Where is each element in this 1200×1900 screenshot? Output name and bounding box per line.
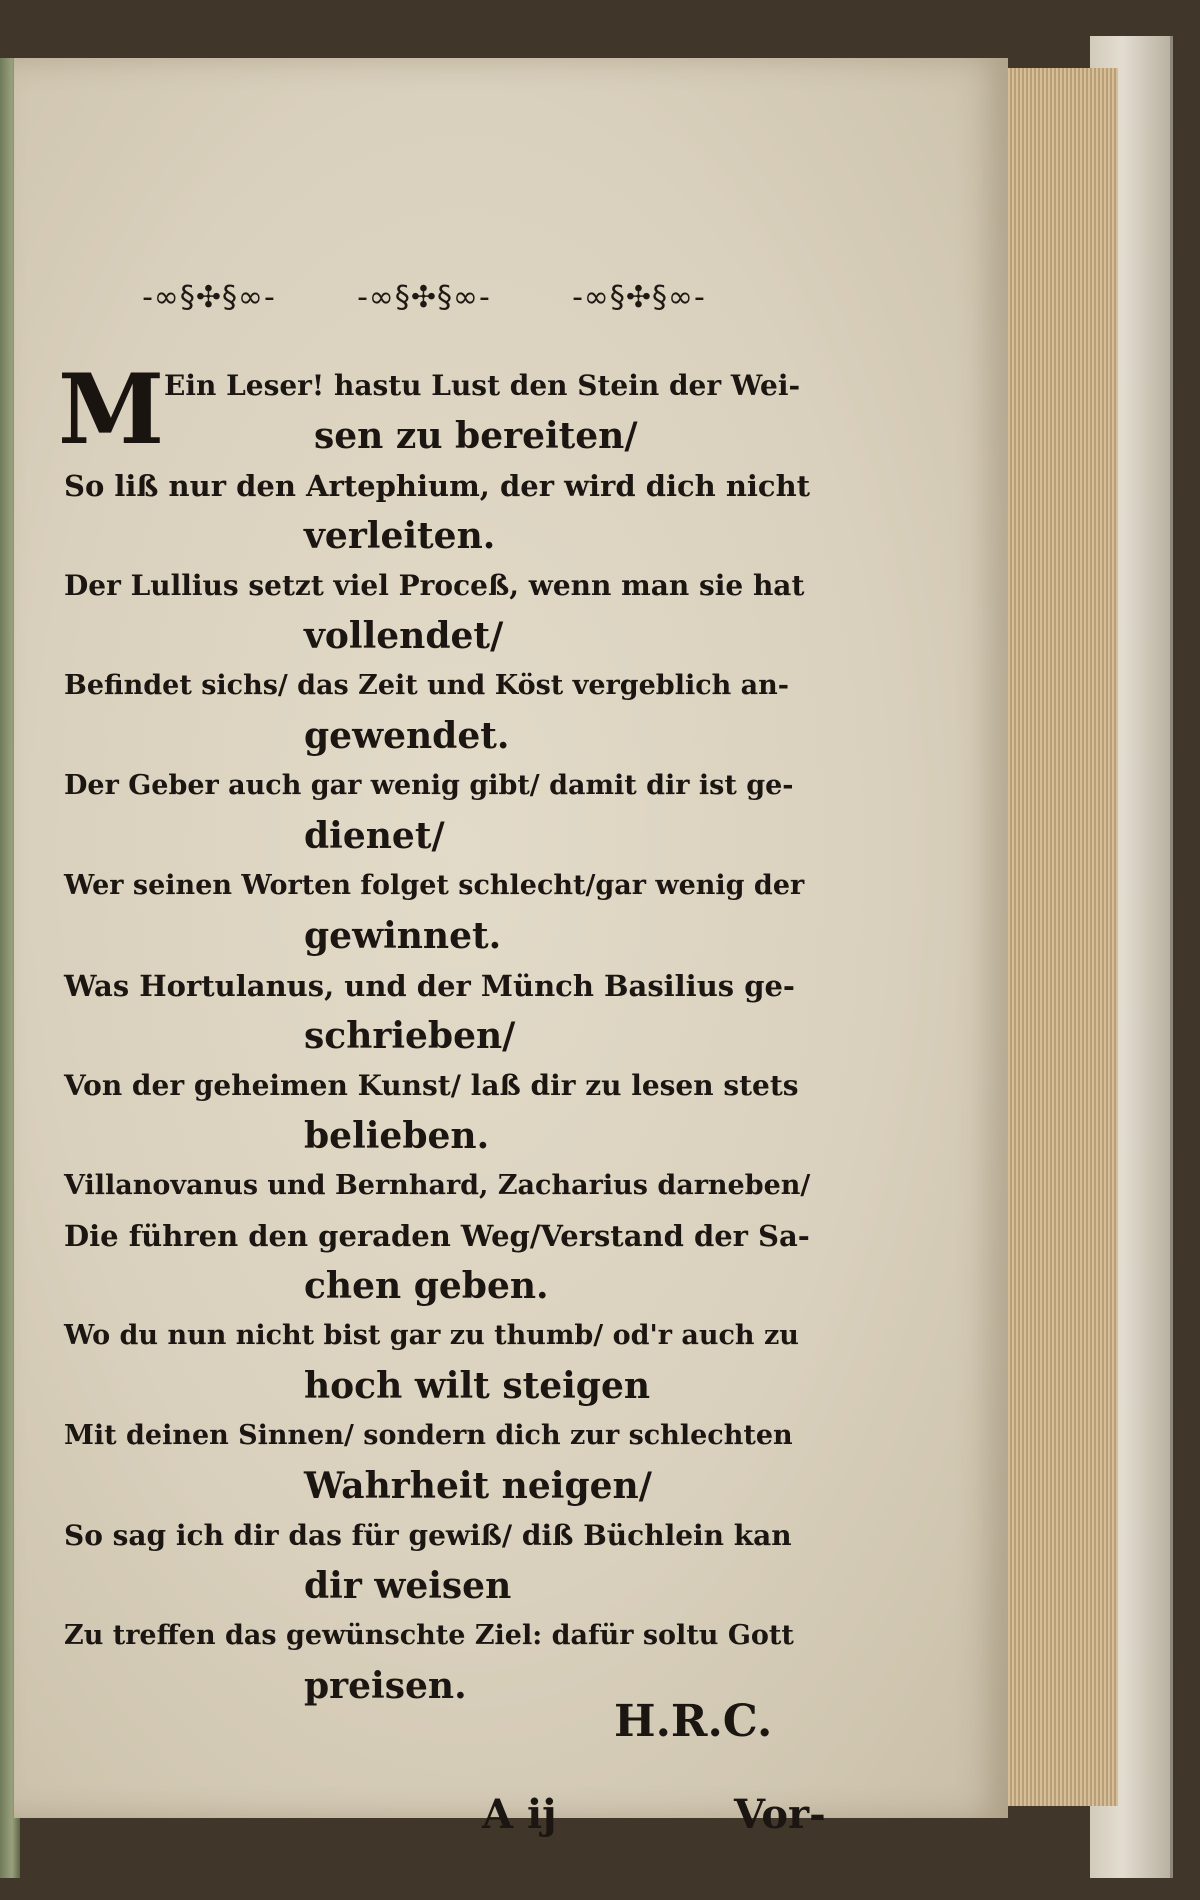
poem-line: vollendet/: [304, 615, 504, 657]
book-page: [14, 58, 1008, 1838]
printer-ornament: -∞§✣§∞-: [572, 280, 706, 315]
poem-line: chen geben.: [304, 1265, 549, 1307]
poem-line: Mit deinen Sinnen/ sondern dich zur schlechten: [64, 1420, 793, 1451]
poem-line: So liß nur den Artephium, der wird dich nicht: [64, 469, 811, 503]
poem-line: Zu treffen das gewünschte Ziel: dafür soltu Gott: [64, 1620, 794, 1651]
ornament-row: [134, 273, 734, 323]
poem-line: sen zu bereiten/: [314, 415, 638, 457]
signature-mark: A ij: [482, 1791, 557, 1838]
poem-line: So sag ich dir das für gewiß/ diß Büchlein kan: [64, 1519, 792, 1552]
poem-line: verleiten.: [304, 515, 496, 557]
printer-ornament: -∞§✣§∞-: [357, 280, 491, 315]
page-edges: [1004, 68, 1118, 1806]
drop-cap-initial: M: [58, 353, 165, 466]
poem-line: Der Geber auch gar wenig gibt/ damit dir ist ge-: [64, 770, 794, 801]
poem-line: Von der geheimen Kunst/ laß dir zu lesen stets: [64, 1069, 799, 1102]
poem-line: Befindet sichs/ das Zeit und Köst vergeblich an-: [64, 670, 790, 701]
poem-line: belieben.: [304, 1115, 490, 1157]
poem-line: Was Hortulanus, und der Münch Basilius ge-: [64, 969, 795, 1003]
author-initials: H.R.C.: [614, 1696, 773, 1747]
catchword: Vor-: [734, 1791, 826, 1838]
poem-line: Der Lullius setzt viel Proceß, wenn man sie hat: [64, 569, 805, 602]
poem-line: schrieben/: [304, 1015, 516, 1057]
poem-line: dienet/: [304, 815, 445, 857]
poem-line: dir weisen: [304, 1565, 512, 1607]
poem-line: Wahrheit neigen/: [304, 1465, 652, 1507]
poem-line: gewinnet.: [304, 915, 502, 957]
poem-line: Die führen den geraden Weg/Verstand der Sa-: [64, 1219, 810, 1253]
poem-line: Villanovanus und Bernhard, Zacharius darneben/: [64, 1170, 811, 1201]
poem-line: Wer seinen Worten folget schlecht/gar wenig der: [64, 870, 805, 901]
poem-line: preisen.: [304, 1665, 467, 1707]
printer-ornament: -∞§✣§∞-: [142, 280, 276, 315]
poem-line: Ein Leser! hastu Lust den Stein der Wei-: [164, 369, 801, 402]
poem-line: hoch wilt steigen: [304, 1365, 651, 1407]
poem-line: gewendet.: [304, 715, 510, 757]
poem-line: Wo du nun nicht bist gar zu thumb/ od'r auch zu: [64, 1320, 799, 1351]
